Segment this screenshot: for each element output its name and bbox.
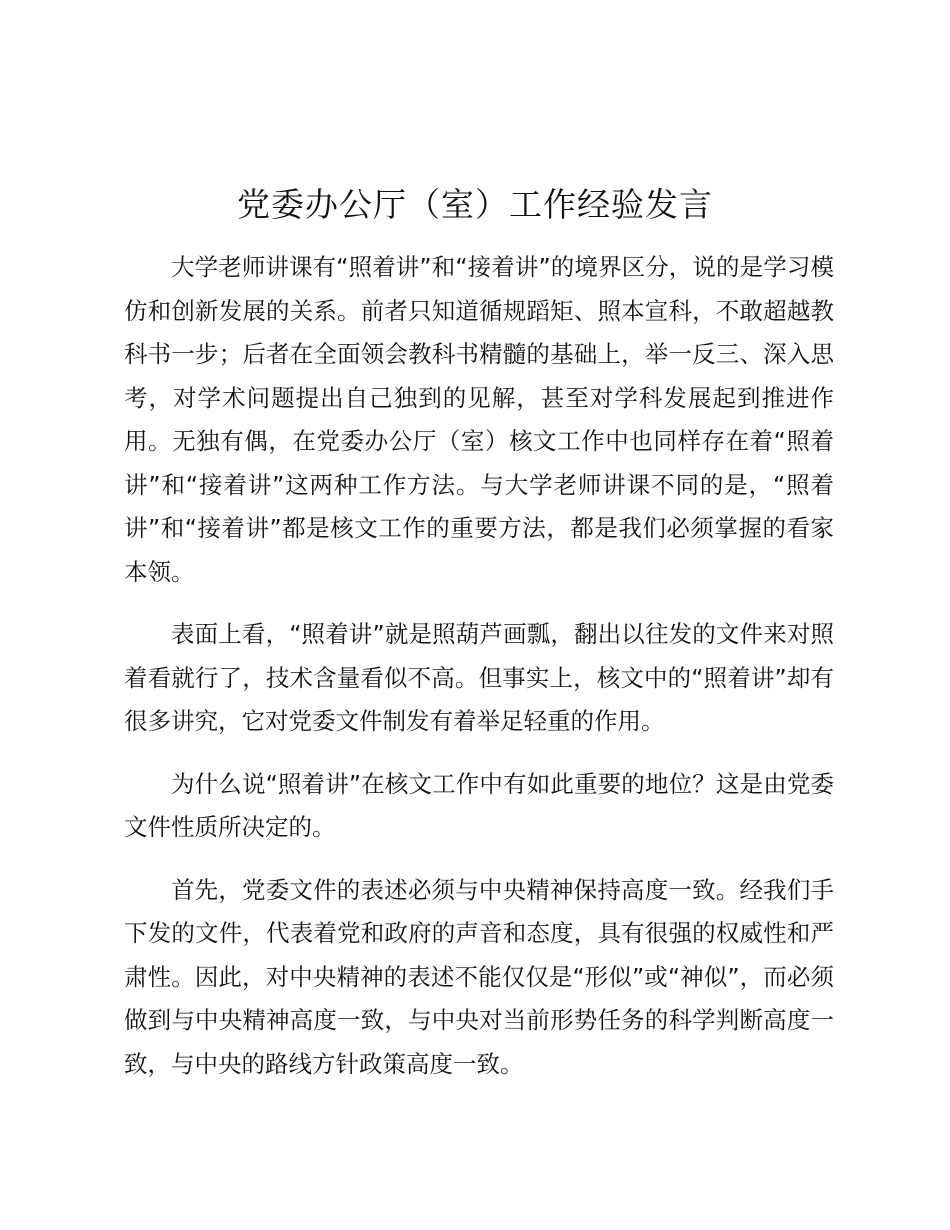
paragraph-1: 大学老师讲课有“照着讲”和“接着讲”的境界区分，说的是学习模仿和创新发展的关系。前者只知道循规蹈矩、照本宣科，不敢超越教科书一步；后者在全面领会教科书精髓的基础上，举一反三、深入思考，对学术问题提出自己独到的见解，甚至对学科发展起到推进作用。无独有偶，在党委办公厅（室）核文工作中也同样存在着“照着讲”和“接着讲”这两种工作方法。与大学老师讲课不同的是，“照着讲”和“接着讲”都是核文工作的重要方法，都是我们必须掌握的看家本领。 bbox=[124, 253, 834, 586]
document-body bbox=[124, 246, 834, 1105]
paragraph-4: 首先，党委文件的表述必须与中央精神保持高度一致。经我们手下发的文件，代表着党和政府的声音和态度，具有很强的权威性和严肃性。因此，对中央精神的表述不能仅仅是“形似”或“神似”，而必须做到与中央精神高度一致，与中央对当前形势任务的科学判断高度一致，与中央的路线方针政策高度一致。 bbox=[124, 875, 834, 1078]
paragraph-3: 为什么说“照着讲”在核文工作中有如此重要的地位？这是由党委文件性质所决定的。 bbox=[124, 769, 834, 841]
paragraph-2: 表面上看，“照着讲”就是照葫芦画瓢，翻出以往发的文件来对照着看就行了，技术含量看似不高。但事实上，核文中的“照着讲”却有很多讲究，它对党委文件制发有着举足轻重的作用。 bbox=[124, 620, 834, 735]
document-title: 党委办公厅（室）工作经验发言 bbox=[237, 185, 713, 224]
